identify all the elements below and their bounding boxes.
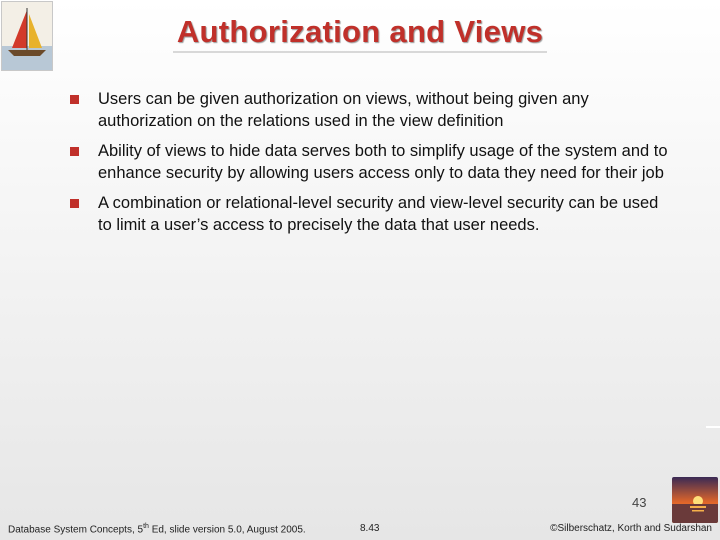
square-bullet-icon (70, 95, 79, 104)
square-bullet-icon (70, 147, 79, 156)
sunset-icon (672, 477, 718, 523)
slide-title-text: Authorization and Views (173, 14, 547, 53)
bullet-text: A combination or relational-level security and view-level security can be used to limit a user’s access to precisely the data that user needs. (98, 194, 659, 234)
bullet-text: Ability of views to hide data serves both to simplify usage of the system and to enhance security by allowing users access only to data they need for their job (98, 142, 668, 182)
footer-course-text: Database System Concepts, 5 (8, 524, 144, 536)
square-bullet-icon (70, 199, 79, 208)
bullet-list (70, 88, 670, 244)
bullet-item (70, 140, 670, 184)
page-number: 43 (632, 495, 647, 510)
footer-copyright: ©Silberschatz, Korth and Sudarshan (550, 523, 712, 534)
footer-course-text-end: Ed, slide version 5.0, August 2005. (148, 524, 306, 536)
bullet-text: Users can be given authorization on views, without being given any authorization on the relations used in the view definition (98, 90, 589, 130)
bullet-item (70, 88, 670, 132)
corner-mark (706, 426, 720, 428)
slide-title (0, 14, 720, 50)
footer-course-info (8, 523, 306, 535)
bullet-item (70, 192, 670, 236)
footer-edition-suffix: th (143, 523, 149, 530)
footer-slide-number: 8.43 (360, 523, 380, 534)
